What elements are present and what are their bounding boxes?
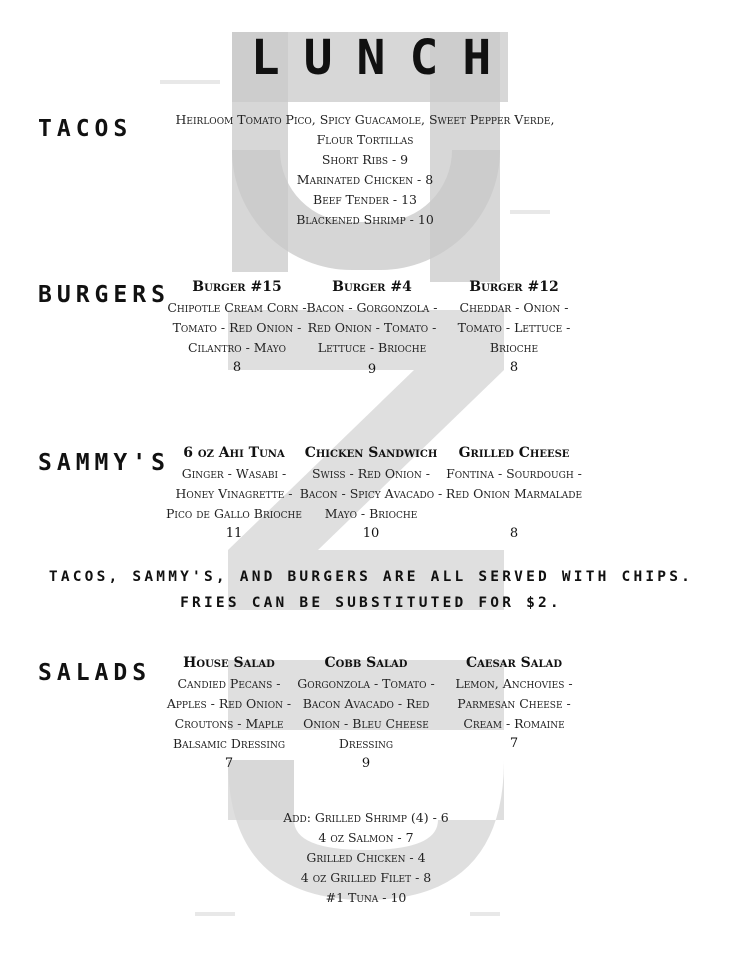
item-desc-line: Bacon Avacado - Red bbox=[302, 696, 430, 711]
item-desc-line: Ginger - Wasabi - bbox=[181, 466, 287, 481]
item-name: Grilled Cheese bbox=[458, 445, 570, 461]
item-price: 7 bbox=[224, 756, 234, 771]
item-name: Burger #4 bbox=[332, 279, 412, 295]
menu-item-chicken-sandwich bbox=[298, 442, 444, 541]
menu-item-grilled-cheese bbox=[442, 442, 586, 541]
item-name: Chicken Sandwich bbox=[304, 445, 438, 461]
item-desc-line: Croutons - Maple bbox=[174, 716, 284, 731]
item-desc-line: Pico de Gallo Brioche bbox=[166, 506, 302, 521]
section-label-salads: SALADS bbox=[38, 660, 152, 686]
item-desc-line: Chipotle Cream Corn - bbox=[167, 300, 307, 315]
tacos-line: Beef Tender - 13 bbox=[313, 192, 417, 207]
item-desc-line: Tomato - Lettuce - bbox=[457, 320, 571, 335]
item-name: Caesar Salad bbox=[465, 655, 563, 671]
item-desc-line: Bacon - Gorgonzola - bbox=[306, 300, 438, 315]
tacos-description bbox=[150, 110, 580, 230]
item-desc-line: Honey Vinagrette - bbox=[175, 486, 293, 501]
page-title: LUNCH bbox=[250, 30, 516, 86]
section-label-sammys: SAMMY'S bbox=[38, 450, 170, 476]
item-desc-spacer bbox=[442, 504, 586, 524]
addon-line: 4 oz Salmon - 7 bbox=[318, 830, 414, 845]
tacos-line: Flour Tortillas bbox=[316, 132, 414, 147]
menu-item-house-salad bbox=[158, 652, 300, 771]
section-label-burgers: BURGERS bbox=[38, 282, 170, 308]
menu-item-caesar-salad bbox=[444, 652, 584, 751]
item-name: 6 oz Ahi Tuna bbox=[183, 445, 285, 461]
item-desc-line: Candied Pecans - bbox=[177, 676, 281, 691]
item-desc-line: Gorgonzola - Tomato - bbox=[297, 676, 435, 691]
menu-item-ahi-tuna bbox=[164, 442, 304, 541]
menu-item-burger-15 bbox=[167, 276, 307, 375]
item-desc-line: Lettuce - Brioche bbox=[317, 340, 427, 355]
item-price: 8 bbox=[232, 360, 242, 375]
item-desc-line: Bacon - Spicy Avacado - bbox=[299, 486, 443, 501]
item-price: 9 bbox=[361, 756, 371, 771]
item-price: 9 bbox=[367, 362, 377, 377]
addon-line: #1 Tuna - 10 bbox=[325, 890, 407, 905]
tacos-line: Heirloom Tomato Pico, Spicy Guacamole, Sweet Pepper Verde, bbox=[175, 112, 555, 127]
item-desc-line: Dressing bbox=[338, 736, 394, 751]
item-desc-line: Red Onion - Tomato - bbox=[307, 320, 437, 335]
item-desc-line: Onion - Bleu Cheese bbox=[303, 716, 429, 731]
item-desc-line: Red Onion Marmalade bbox=[445, 486, 583, 501]
item-price: 10 bbox=[362, 526, 380, 541]
section-label-tacos: TACOS bbox=[38, 116, 133, 142]
addon-line: 4 oz Grilled Filet - 8 bbox=[300, 870, 432, 885]
addon-line: Grilled Chicken - 4 bbox=[306, 850, 426, 865]
item-name: Burger #12 bbox=[469, 279, 559, 295]
item-desc-line: Mayo - Brioche bbox=[324, 506, 418, 521]
menu-item-burger-12 bbox=[444, 276, 584, 375]
watermark-smudge bbox=[470, 912, 500, 916]
item-name: Cobb Salad bbox=[324, 655, 408, 671]
item-price: 8 bbox=[509, 360, 519, 375]
addon-line: Add: Grilled Shrimp (4) - 6 bbox=[283, 810, 449, 825]
item-desc-line: Parmesan Cheese - bbox=[457, 696, 571, 711]
item-desc-line: Cheddar - Onion - bbox=[459, 300, 569, 315]
tacos-line: Blackened Shrimp - 10 bbox=[296, 212, 434, 227]
tacos-line: Short Ribs - 9 bbox=[321, 152, 409, 167]
watermark-smudge bbox=[195, 912, 235, 916]
item-desc-line: Apples - Red Onion - bbox=[166, 696, 292, 711]
item-name: Burger #15 bbox=[192, 279, 282, 295]
item-price: 11 bbox=[225, 526, 243, 541]
item-desc-line: Lemon, Anchovies - bbox=[455, 676, 573, 691]
item-desc-line: Balsamic Dressing bbox=[172, 736, 286, 751]
item-name: House Salad bbox=[183, 655, 275, 671]
item-desc-line: Tomato - Red Onion - bbox=[172, 320, 302, 335]
item-desc-line: Cream - Romaine bbox=[463, 716, 565, 731]
item-price: 8 bbox=[509, 526, 519, 541]
salad-addons bbox=[246, 808, 486, 908]
sides-note-line-2: FRIES CAN BE SUBSTITUTED FOR $2. bbox=[180, 595, 562, 611]
sides-note-line-1: TACOS, SAMMY'S, AND BURGERS ARE ALL SERVED WITH CHIPS. bbox=[48, 569, 694, 585]
sides-note bbox=[0, 564, 742, 616]
tacos-line: Marinated Chicken - 8 bbox=[296, 172, 434, 187]
item-price: 7 bbox=[509, 736, 519, 751]
item-desc-line: Cilantro - Mayo bbox=[187, 340, 287, 355]
menu-item-cobb-salad bbox=[294, 652, 438, 771]
item-desc-line: Swiss - Red Onion - bbox=[311, 466, 430, 481]
item-desc-line: Fontina - Sourdough - bbox=[446, 466, 582, 481]
menu-item-burger-4 bbox=[302, 276, 442, 377]
item-desc-line: Brioche bbox=[489, 340, 539, 355]
